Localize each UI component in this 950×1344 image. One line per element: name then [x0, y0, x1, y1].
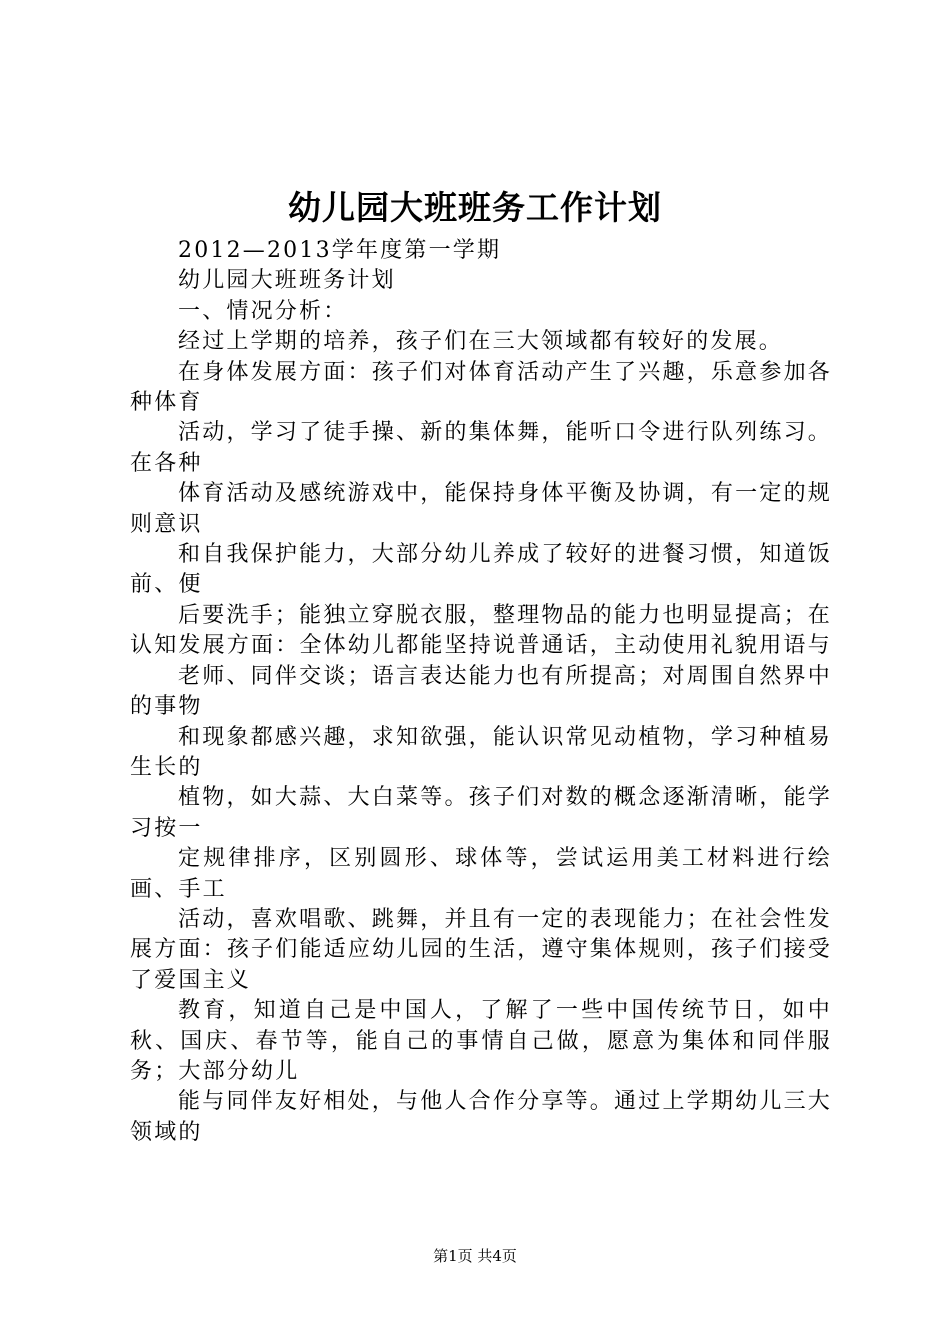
paragraph: 后要洗手；能独立穿脱衣服，整理物品的能力也明显提高；在认知发展方面：全体幼儿都能坚持说普通话，主动使用礼貌用语与	[130, 602, 832, 659]
paragraph: 在身体发展方面：孩子们对体育活动产生了兴趣，乐意参加各种体育	[130, 359, 832, 416]
page-number-footer: 第1页 共4页	[433, 1247, 517, 1265]
paragraph: 和自我保护能力，大部分幼儿养成了较好的进餐习惯，知道饭前、便	[130, 542, 832, 598]
paragraph: 幼儿园大班班务计划	[178, 268, 396, 294]
paragraph: 活动，喜欢唱歌、跳舞，并且有一定的表现能力；在社会性发展方面：孩子们能适应幼儿园的生活，遵守集体规则，孩子们接受了爱国主义	[130, 906, 832, 993]
paragraph: 一、情况分析：	[178, 298, 348, 324]
paragraph: 教育，知道自己是中国人，了解了一些中国传统节日，如中秋、国庆、春节等，能自己的事情自己做，愿意为集体和同伴服务；大部分幼儿	[130, 998, 832, 1084]
paragraph: 老师、同伴交谈；语言表达能力也有所提高；对周围自然界中的事物	[130, 663, 832, 720]
paragraph: 和现象都感兴趣，求知欲强，能认识常见动植物，学习种植易生长的	[130, 724, 832, 780]
paragraph: 定规律排序，区别圆形、球体等，尝试运用美工材料进行绘画、手工	[130, 846, 832, 902]
paragraph: 2012—2013学年度第一学期	[178, 238, 502, 263]
document-body	[130, 236, 832, 1148]
paragraph: 植物，如大蒜、大白菜等。孩子们对数的概念逐渐清晰，能学习按一	[130, 785, 832, 841]
paragraph: 能与同伴友好相处，与他人合作分享等。通过上学期幼儿三大领域的	[130, 1089, 832, 1145]
document-title: 幼儿园大班班务工作计划	[288, 188, 662, 227]
paragraph: 体育活动及感统游戏中，能保持身体平衡及协调，有一定的规则意识	[130, 481, 832, 537]
paragraph: 经过上学期的培养，孩子们在三大领域都有较好的发展。	[178, 329, 784, 355]
paragraph: 活动，学习了徒手操、新的集体舞，能听口令进行队列练习。在各种	[130, 420, 832, 476]
